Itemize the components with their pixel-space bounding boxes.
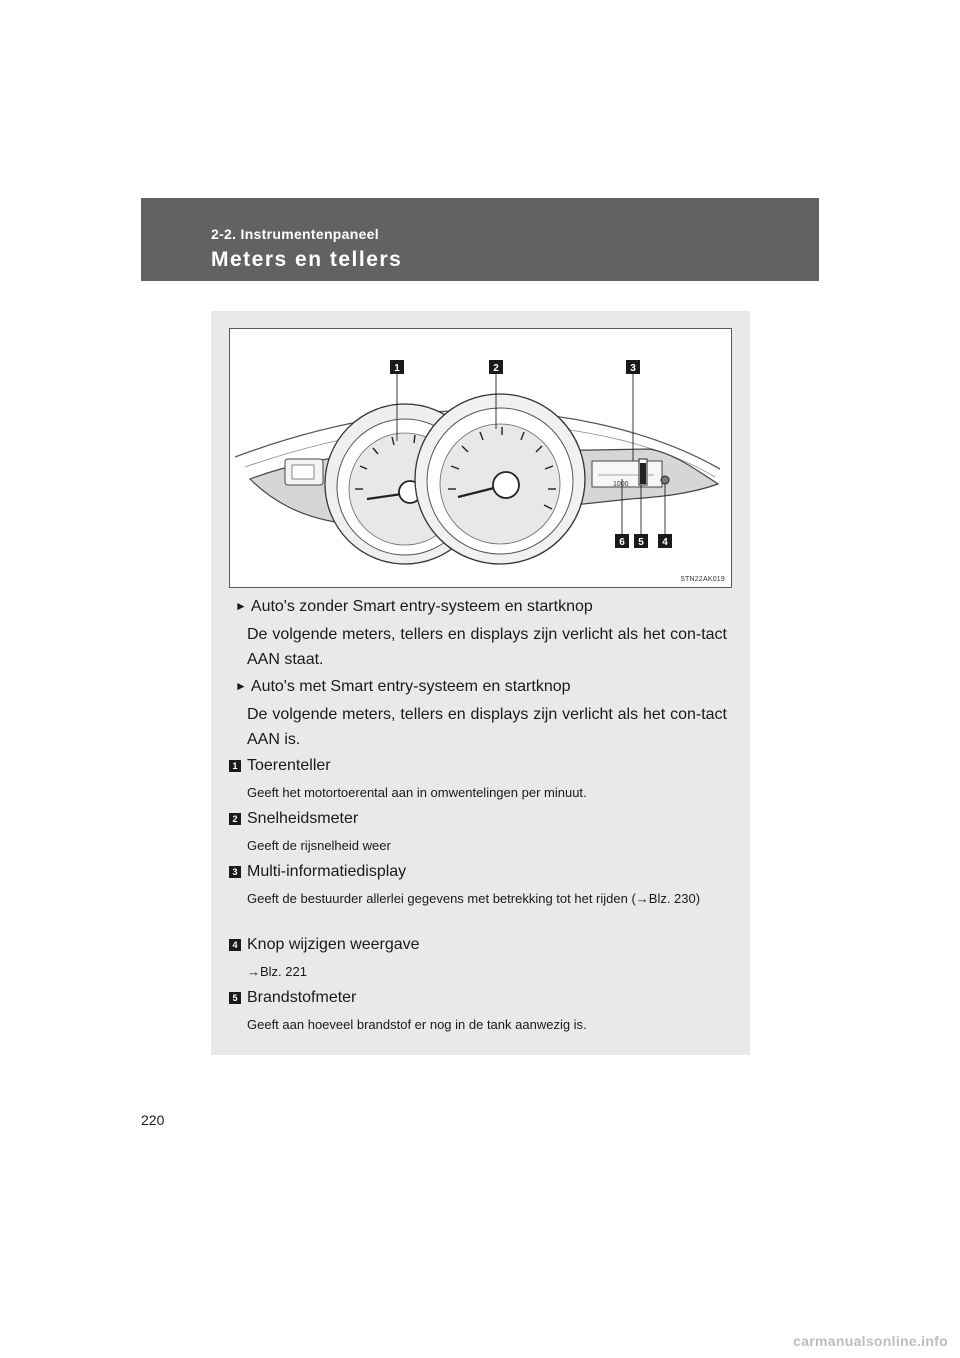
bullet-title: Auto's zonder Smart entry-systeem en startknop (250, 598, 593, 615)
callout-number: 2 (493, 363, 499, 374)
triangle-bullet-icon: ► (235, 679, 247, 693)
bullet-with-smart-entry (235, 673, 735, 701)
item-number-badge: 2 (229, 813, 241, 825)
callout-number: 4 (662, 537, 668, 548)
item-title: Multi-informatiedisplay (247, 863, 407, 880)
callout-number: 5 (638, 537, 644, 548)
item-description: Geeft het motortoerental aan in omwentelingen per minuut. (247, 785, 587, 800)
figure-code: STN22AK019 (680, 576, 725, 583)
item-description: Geeft de bestuurder allerlei gegevens met betrekking tot het rijden (→Blz. 230) (247, 891, 701, 906)
section-label: 2-2. Instrumentenpaneel (211, 226, 379, 242)
instrument-cluster-illustration (229, 328, 732, 588)
page-title: Meters en tellers (211, 248, 403, 271)
bullet-body: De volgende meters, tellers en displays zijn verlicht als het con-tact AAN staat. (247, 626, 727, 668)
cluster-drawing (230, 329, 731, 587)
item-title: Brandstofmeter (247, 989, 357, 1006)
section-header (141, 198, 819, 281)
triangle-bullet-icon: ► (235, 599, 247, 613)
item-description: →Blz. 221 (247, 964, 307, 979)
item-title: Toerenteller (247, 757, 331, 774)
callout-number: 6 (619, 537, 625, 548)
callout-number: 3 (630, 363, 636, 374)
bullet-title: Auto's met Smart entry-systeem en startknop (250, 678, 571, 695)
item-number-badge: 4 (229, 939, 241, 951)
bullet-body: De volgende meters, tellers en displays zijn verlicht als het con-tact AAN is. (247, 706, 727, 748)
item-description: Geeft aan hoeveel brandstof er nog in de tank aanwezig is. (247, 1017, 587, 1032)
page-number: 220 (141, 1112, 165, 1128)
display-reading: 1000 (613, 481, 629, 488)
content-panel (211, 311, 750, 1055)
item-title: Snelheidsmeter (247, 810, 359, 827)
item-number-badge: 5 (229, 992, 241, 1004)
item-number-badge: 3 (229, 866, 241, 878)
bullet-without-smart-entry (235, 593, 735, 621)
watermark: carmanualsonline.info (793, 1333, 948, 1349)
item-description: Geeft de rijsnelheid weer (247, 838, 391, 853)
callout-number: 1 (394, 363, 400, 374)
item-title: Knop wijzigen weergave (247, 936, 420, 953)
item-number-badge: 1 (229, 760, 241, 772)
